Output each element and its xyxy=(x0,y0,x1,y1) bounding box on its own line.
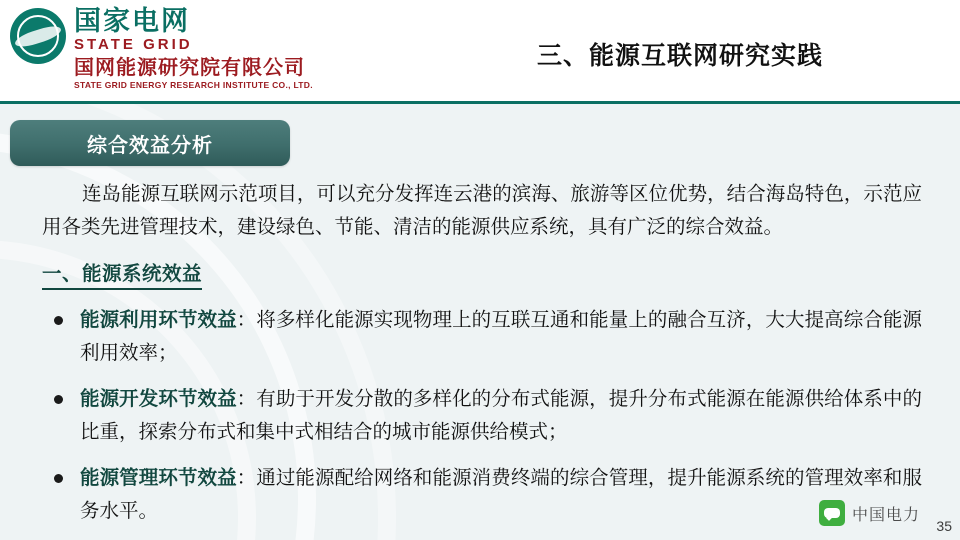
state-grid-logo-icon xyxy=(10,8,66,64)
list-item-lead: 能源管理环节效益 xyxy=(80,467,237,489)
intro-paragraph: 连岛能源互联网示范项目，可以充分发挥连云港的滨海、旅游等区位优势，结合海岛特色，示范应用各类先进管理技术，建设绿色、节能、清洁的能源供应系统，具有广泛的综合效益。 xyxy=(42,183,922,238)
benefit-list xyxy=(42,304,922,528)
slide-header xyxy=(0,0,960,104)
subheading: 一、能源系统效益 xyxy=(42,261,202,290)
list-item xyxy=(42,462,922,528)
section-tag: 综合效益分析 xyxy=(10,120,290,166)
subheading-wrap xyxy=(42,258,922,296)
institute-name-en: STATE GRID ENERGY RESEARCH INSTITUTE CO., LTD. xyxy=(74,80,313,90)
list-item-lead: 能源开发环节效益 xyxy=(80,388,237,410)
bullet-dot-icon xyxy=(54,316,63,325)
bullet-dot-icon xyxy=(54,395,63,404)
bullet-dot-icon xyxy=(54,474,63,483)
list-item xyxy=(42,383,922,449)
watermark xyxy=(819,500,920,526)
brand-name-en: STATE GRID xyxy=(74,36,193,53)
watermark-label: 中国电力 xyxy=(851,506,920,524)
logo-text-block xyxy=(74,6,313,91)
slide-body xyxy=(42,178,922,540)
logo-group xyxy=(10,6,313,91)
list-item xyxy=(42,304,922,370)
list-item-lead: 能源利用环节效益 xyxy=(80,309,237,331)
page-number: 35 xyxy=(936,518,952,534)
page-title: 三、能源互联网研究实践 xyxy=(536,42,823,70)
list-item-text: ：有助于开发分散的多样化的分布式能源，提升分布式能源在能源供给体系中的比重，探索分布式和集中式相结合的城市能源供给模式； xyxy=(80,388,922,443)
list-item-text: ：将多样化能源实现物理上的互联互通和能量上的融合互济，大大提高综合能源利用效率； xyxy=(80,309,922,364)
list-item-text: ：通过能源配给网络和能源消费终端的综合管理，提升能源系统的管理效率和服务水平。 xyxy=(80,467,922,522)
institute-name-cn: 国网能源研究院有限公司 xyxy=(74,57,305,79)
brand-name-cn: 国家电网 xyxy=(74,6,190,36)
wechat-icon xyxy=(819,500,845,526)
